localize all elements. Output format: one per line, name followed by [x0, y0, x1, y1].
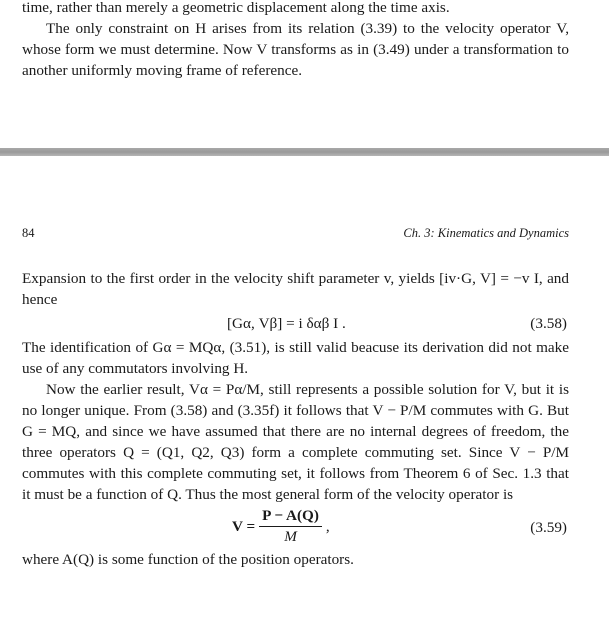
- equation-3-59-fraction: [259, 507, 322, 546]
- equation-3-59-denominator: M: [284, 528, 297, 545]
- equation-3-58-expression: [Gα, Vβ] = i δαβ I .: [227, 315, 346, 332]
- equation-3-59-expression: [232, 507, 330, 546]
- paragraph-expansion: Expansion to the first order in the velocity shift parameter v, yields [iv·G, V] = −v I, and hence: [22, 270, 569, 308]
- paragraph-where: where A(Q) is some function of the position operators.: [22, 551, 354, 568]
- paragraph-identification: The identification of Gα = MQα, (3.51), is still valid beacuse its derivation did not make use of any commutators involving H.: [22, 339, 569, 377]
- equation-3-59-comma: ,: [325, 518, 330, 535]
- page-divider: [0, 148, 609, 156]
- equation-3-58-number: (3.58): [530, 315, 567, 332]
- equation-3-59-numerator: P − A(Q): [259, 507, 322, 527]
- page-number: 84: [22, 226, 35, 240]
- previous-page-text: [22, 0, 569, 81]
- equation-3-59-number: (3.59): [530, 519, 567, 536]
- previous-page-line-1: time, rather than merely a geometric displacement along the time axis.: [22, 0, 450, 16]
- equation-3-59: [22, 505, 569, 549]
- equation-3-58: [22, 310, 569, 337]
- page-body: [22, 268, 569, 570]
- previous-page-paragraph: The only constraint on H arises from its relation (3.39) to the velocity operator V, whose form we must determine. Now V transforms as in (3.49) under a transformation to another uniformly moving frame of reference.: [22, 20, 569, 79]
- running-head: Ch. 3: Kinematics and Dynamics: [403, 226, 569, 240]
- equation-3-59-lhs: V =: [232, 518, 256, 535]
- paragraph-earlier-result: Now the earlier result, Vα = Pα/M, still represents a possible solution for V, but it is no longer unique. From (3.58) and (3.35f) it follows that V − P/M commutes with G. But G = MQ, and since we have assumed that there are no internal degrees of freedom, the three operators Q = (Q1, Q2, Q3) form a complete commuting set. Since V − P/M commutes with this complete commuting set, it follows from Theorem 6 of Sec. 1.3 that it must be a function of Q. Thus the most general form of the velocity operator is: [22, 381, 569, 503]
